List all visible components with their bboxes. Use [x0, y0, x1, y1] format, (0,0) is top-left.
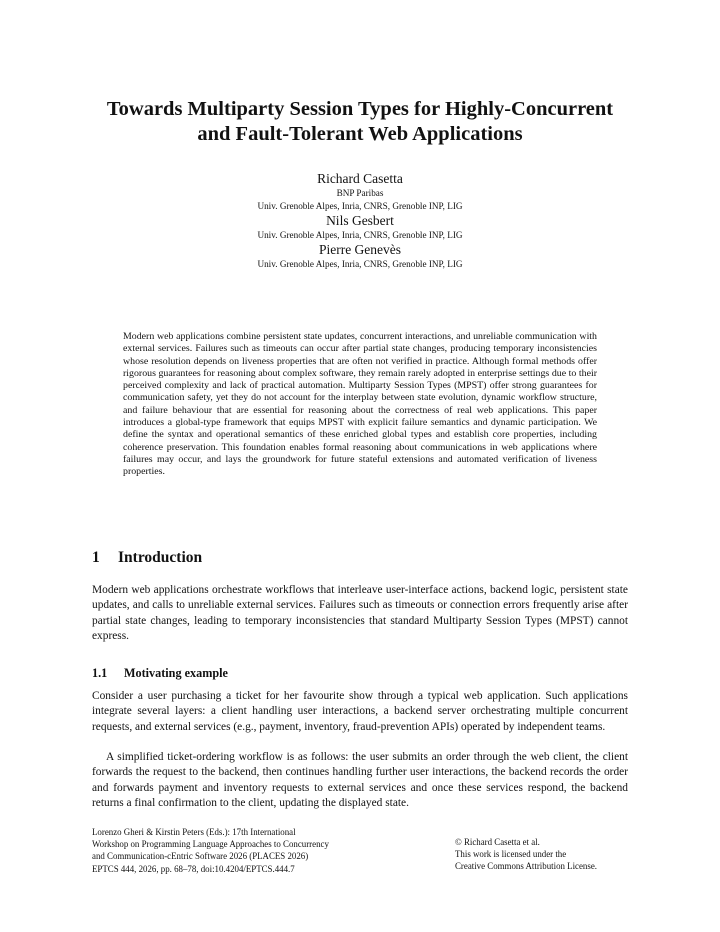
footer-line: and Communication-cEntric Software 2026 (PLACES 2026) — [92, 851, 309, 862]
section-heading — [92, 549, 202, 567]
example-paragraph: Consider a user purchasing a ticket for her favourite show through a typical web application. Such applications integrate several layers: a client handling user interactions, a backend server orchestrating multiple concurrent requests, and external services (e.g., payment, inventory, fraud-prevention APIs) operated by independent teams. — [92, 690, 628, 733]
section-number: 1 — [92, 549, 100, 566]
footer-line: Lorenzo Gheri & Kirstin Peters (Eds.): 17th International — [92, 827, 296, 837]
title-line-2: and Fault-Tolerant Web Applications — [197, 123, 523, 145]
footer-line: EPTCS 444, 2026, pp. 68–78, doi:10.4204/EPTCS.444.7 — [92, 863, 295, 874]
section-title: Introduction — [118, 549, 203, 566]
intro-paragraph: Modern web applications orchestrate workflows that interleave user-interface actions, backend logic, persistent state updates, and calls to unreliable external services. Failures such as timeouts or connection errors frequently arise after partial state changes, leading to temporary inconsistencies that standard Multiparty Session Types (MPST) cannot express. — [92, 584, 628, 642]
subsection-number: 1.1 — [92, 666, 108, 680]
title-line-1: Towards Multiparty Session Types for Highly-Concurrent — [106, 98, 614, 120]
subsection-title: Motivating example — [124, 666, 228, 680]
author-name: Nils Gesbert — [326, 213, 394, 228]
author-block — [0, 171, 720, 271]
example-paragraph: A simplified ticket-ordering workflow is as follows: the user submits an order through the web client, the client forwards the request to the backend, then continues handling further user interactions, the backend records the order and forwards payment and inventory requests to external services and once these services respond, the backend returns a final confirmation to the client, updating the displayed state. — [92, 751, 628, 809]
abstract: Modern web applications combine persistent state updates, concurrent interactions, and unreliable communication with external services. Failures such as timeouts can occur after partial state changes, producing temporary inconsistencies whose resolution depends on liveness properties that are often not verified in practice. Although formal methods offer rigorous guarantees for reasoning about complex software, they remain rarely adopted in enterprise settings due to their perceived complexity and lack of practical automation. Multiparty Session Types (MPST) offer strong guarantees for communication safety, yet they do not account for the interplay between state evolution, dynamic workflow structure, and failure behaviour that are essential for reasoning about the correctness of real web applications. This paper introduces a global-type framework that equips MPST with explicit failure semantics and dynamic participation. We define the syntax and operational semantics of these enriched global types and establish core properties, including coherence preservation. This foundation enables formal reasoning about communications in web applications where failures may occur, and lays the groundwork for future stateful extensions and automated verification of liveness properties. — [123, 331, 597, 478]
author-name: Richard Casetta — [317, 171, 403, 186]
footer-publication-info — [92, 826, 329, 875]
paper-title — [0, 97, 720, 147]
footer-license — [455, 836, 597, 873]
footer-line: Creative Commons Attribution License. — [455, 861, 597, 872]
author-affiliation: Univ. Grenoble Alpes, Inria, CNRS, Grenoble INP, LIG — [257, 259, 463, 269]
author-affiliation: BNP Paribas — [336, 188, 384, 198]
author-name: Pierre Genevès — [318, 242, 402, 257]
subsection-heading — [92, 666, 228, 681]
footer-line: This work is licensed under the — [455, 849, 567, 860]
footer-line: © Richard Casetta et al. — [455, 837, 540, 847]
author-affiliation: Univ. Grenoble Alpes, Inria, CNRS, Grenoble INP, LIG — [257, 230, 463, 240]
footer-line: Workshop on Programming Language Approaches to Concurrency — [92, 839, 329, 850]
author-affiliation: Univ. Grenoble Alpes, Inria, CNRS, Grenoble INP, LIG — [257, 201, 463, 211]
